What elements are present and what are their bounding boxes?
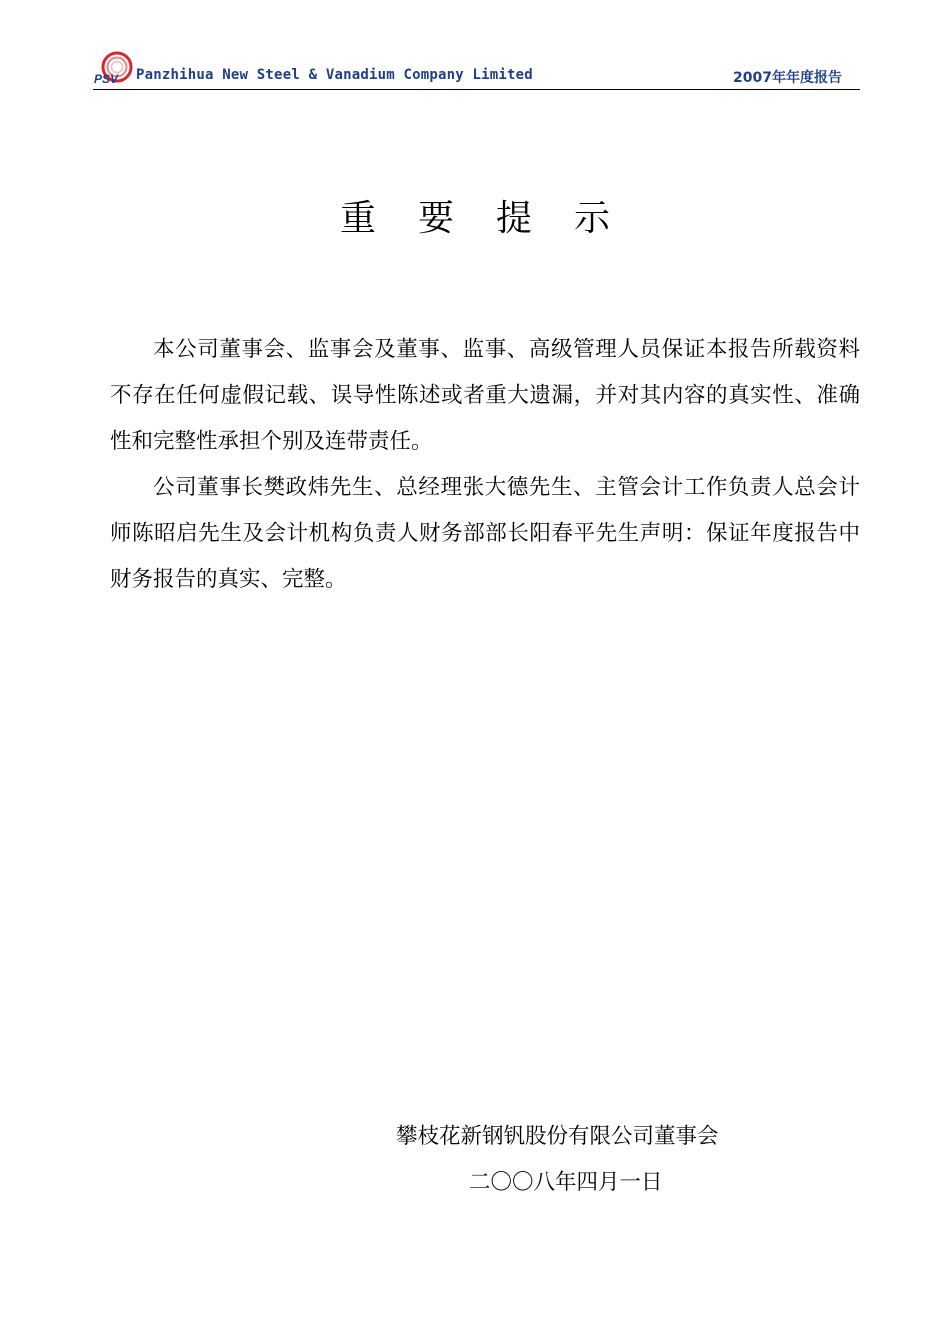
notice-body — [110, 327, 860, 603]
signature-date: 二〇〇八年四月一日 — [469, 1170, 663, 1195]
paragraph-declaration: 公司董事长樊政炜先生、总经理张大德先生、主管会计工作负责人总会计师陈昭启先生及会计机构负责人财务部部长阳春平先生声明：保证年度报告中财务报告的真实、完整。 — [110, 475, 860, 592]
document-title: 重要提示 — [339, 198, 652, 239]
signature-organization: 攀枝花新钢钒股份有限公司董事会 — [396, 1124, 719, 1149]
psv-logo-icon — [93, 50, 133, 90]
header-divider — [93, 89, 860, 90]
logo-text: PSV — [94, 72, 119, 86]
paragraph-responsibility: 本公司董事会、监事会及董事、监事、高级管理人员保证本报告所载资料不存在任何虚假记载、误导性陈述或者重大遗漏，并对其内容的真实性、准确性和完整性承担个别及连带责任。 — [110, 337, 860, 454]
report-title: 2007年年度报告 — [733, 70, 842, 86]
page-header — [93, 50, 860, 92]
company-name-en: Panzhihua New Steel & Vanadium Company Limited — [136, 67, 533, 83]
